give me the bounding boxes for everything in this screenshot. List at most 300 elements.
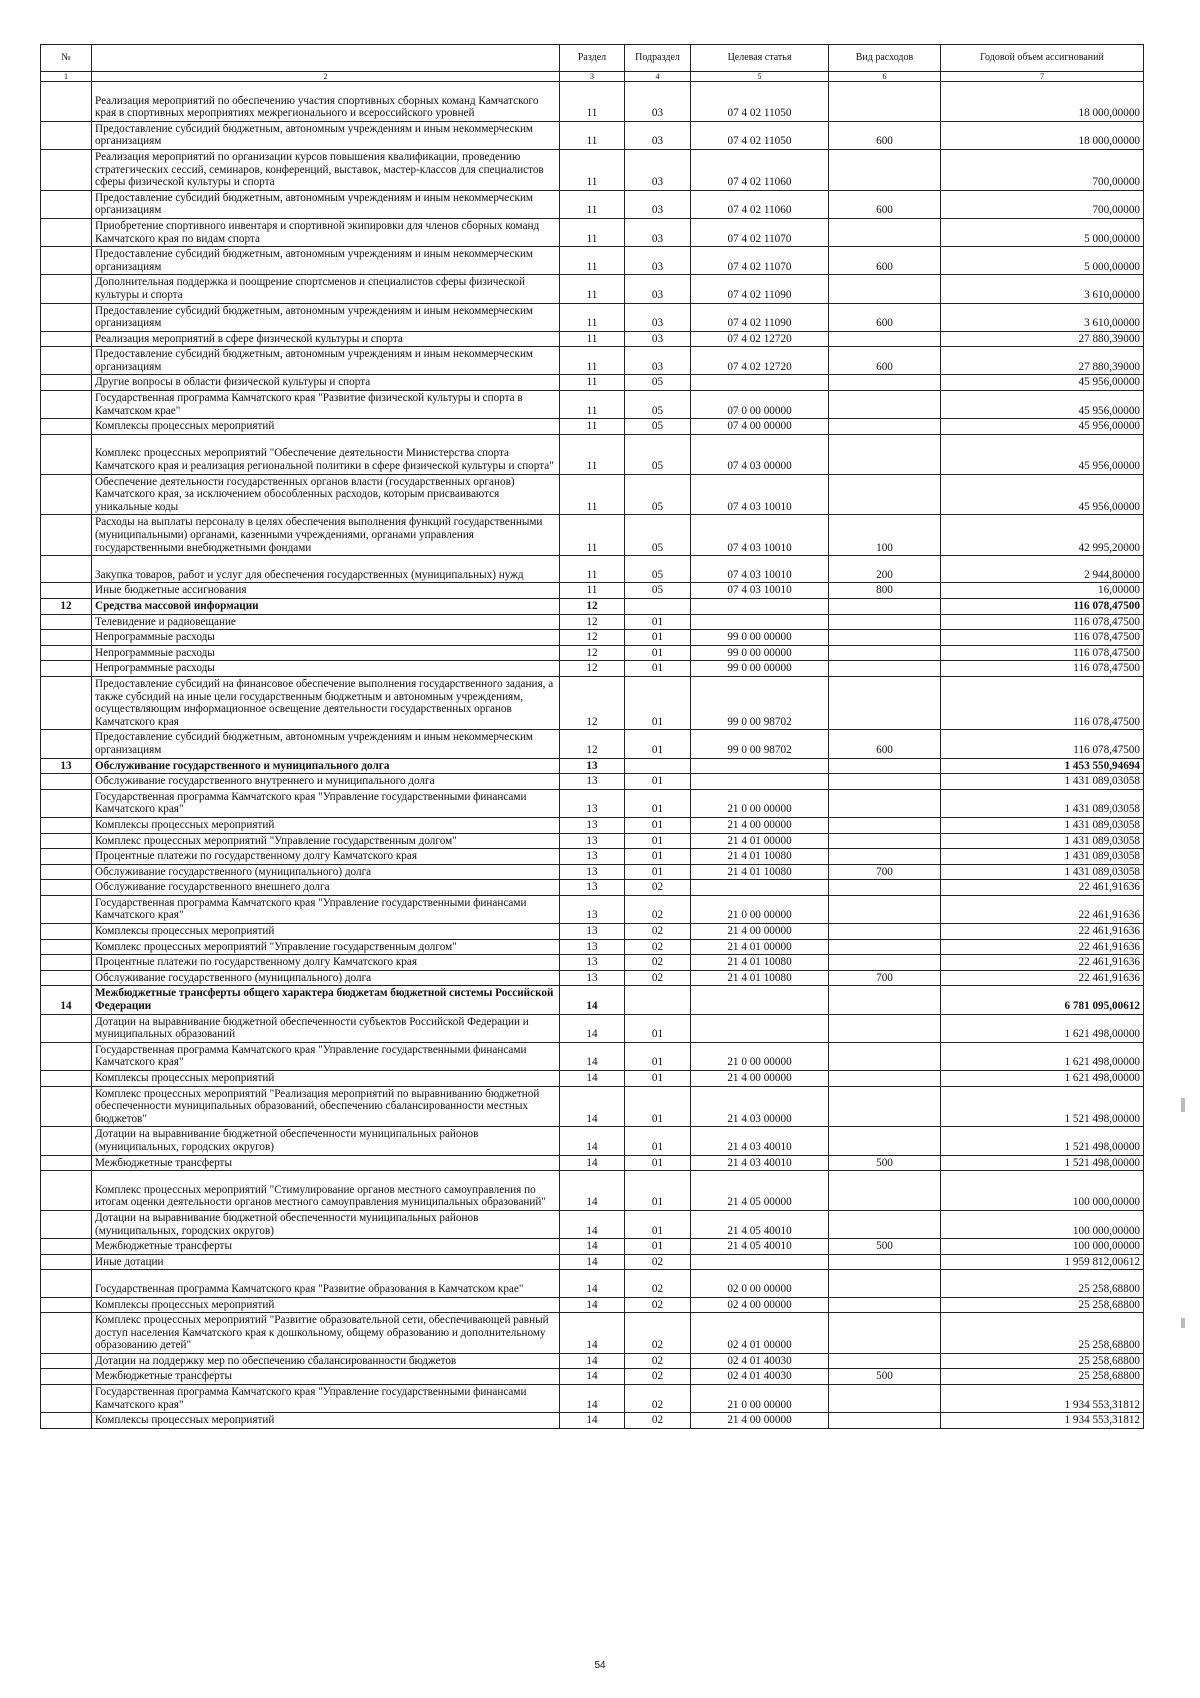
row-subsection: 01 <box>625 817 691 833</box>
table-row <box>41 614 1144 630</box>
row-target-article: 07 4 02 11060 <box>691 149 829 190</box>
row-number <box>41 817 92 833</box>
row-target-article: 07 0 00 00000 <box>691 391 829 419</box>
row-target-article: 21 4 05 40010 <box>691 1210 829 1238</box>
row-expense-type <box>829 1014 941 1042</box>
row-expense-type <box>829 599 941 615</box>
row-name: Непрограммные расходы <box>92 661 560 677</box>
table-row <box>41 190 1144 218</box>
row-number <box>41 275 92 303</box>
row-expense-type <box>829 1385 941 1413</box>
row-section: 11 <box>560 434 625 474</box>
table-row <box>41 515 1144 556</box>
row-target-article <box>691 774 829 790</box>
row-expense-type <box>829 880 941 896</box>
row-target-article: 07 4 02 12720 <box>691 331 829 347</box>
table-row <box>41 149 1144 190</box>
table-row <box>41 730 1144 758</box>
row-expense-type: 600 <box>829 303 941 331</box>
row-subsection: 01 <box>625 849 691 865</box>
table-row <box>41 676 1144 729</box>
row-number <box>41 1210 92 1238</box>
row-target-article: 99 0 00 98702 <box>691 730 829 758</box>
row-target-article: 21 4 01 10080 <box>691 864 829 880</box>
row-number <box>41 880 92 896</box>
row-amount: 18 000,00000 <box>941 121 1144 149</box>
row-expense-type <box>829 817 941 833</box>
table-row <box>41 375 1144 391</box>
row-amount: 22 461,91636 <box>941 924 1144 940</box>
row-subsection: 01 <box>625 833 691 849</box>
row-section: 11 <box>560 347 625 375</box>
row-section: 13 <box>560 880 625 896</box>
row-name: Процентные платежи по государственному долгу Камчатского края <box>92 849 560 865</box>
row-name: Государственная программа Камчатского края "Развитие образования в Камчатском крае" <box>92 1270 560 1297</box>
row-number <box>41 1270 92 1297</box>
row-name: Комплекс процессных мероприятий "Обеспечение деятельности Министерства спорта Камчатского края и реализация региональной политики в сфере физической культуры и спорта" <box>92 434 560 474</box>
row-expense-type <box>829 331 941 347</box>
row-expense-type <box>829 391 941 419</box>
row-subsection: 05 <box>625 515 691 556</box>
row-number <box>41 630 92 646</box>
row-amount: 22 461,91636 <box>941 970 1144 986</box>
row-target-article: 99 0 00 00000 <box>691 630 829 646</box>
row-target-article: 07 4 00 00000 <box>691 419 829 435</box>
row-target-article: 21 4 03 40010 <box>691 1127 829 1155</box>
row-amount: 3 610,00000 <box>941 275 1144 303</box>
row-subsection: 03 <box>625 247 691 275</box>
budget-sheet <box>40 44 1143 1429</box>
row-section: 14 <box>560 1042 625 1070</box>
row-amount: 25 258,68800 <box>941 1353 1144 1369</box>
row-section: 11 <box>560 331 625 347</box>
row-amount: 42 995,20000 <box>941 515 1144 556</box>
row-amount: 22 461,91636 <box>941 939 1144 955</box>
row-section: 14 <box>560 1413 625 1429</box>
row-section: 12 <box>560 730 625 758</box>
row-expense-type <box>829 1254 941 1270</box>
row-amount: 1 621 498,00000 <box>941 1042 1144 1070</box>
row-number <box>41 789 92 817</box>
table-row <box>41 864 1144 880</box>
row-number <box>41 556 92 583</box>
table-row <box>41 1413 1144 1429</box>
row-expense-type <box>829 218 941 246</box>
row-target-article: 07 4 03 10010 <box>691 515 829 556</box>
row-section: 13 <box>560 970 625 986</box>
row-amount: 18 000,00000 <box>941 82 1144 122</box>
row-number <box>41 515 92 556</box>
row-subsection <box>625 599 691 615</box>
row-amount: 1 431 089,03058 <box>941 864 1144 880</box>
row-amount: 22 461,91636 <box>941 880 1144 896</box>
row-number <box>41 970 92 986</box>
row-amount: 116 078,47500 <box>941 676 1144 729</box>
row-expense-type <box>829 375 941 391</box>
row-expense-type <box>829 434 941 474</box>
row-name: Комплекс процессных мероприятий "Стимулирование органов местного самоуправления по итогам оценки деятельности органов местного самоуправления муниципальных образований" <box>92 1171 560 1211</box>
row-target-article: 21 4 01 10080 <box>691 849 829 865</box>
header-row <box>41 45 1144 72</box>
row-name: Государственная программа Камчатского края "Управление государственными финансами Камчатского края" <box>92 789 560 817</box>
row-subsection: 01 <box>625 1171 691 1211</box>
row-subsection: 01 <box>625 1086 691 1127</box>
row-subsection: 02 <box>625 1385 691 1413</box>
row-name: Закупка товаров, работ и услуг для обеспечения государственных (муниципальных) нужд <box>92 556 560 583</box>
row-expense-type: 200 <box>829 556 941 583</box>
row-target-article: 21 4 05 40010 <box>691 1239 829 1255</box>
row-name: Дополнительная поддержка и поощрение спортсменов и специалистов сферы физической культуры и спорта <box>92 275 560 303</box>
scan-edge-mark <box>1181 1318 1185 1328</box>
header-num: № <box>41 45 92 72</box>
table-row <box>41 331 1144 347</box>
row-expense-type <box>829 833 941 849</box>
row-target-article: 02 0 00 00000 <box>691 1270 829 1297</box>
row-target-article: 99 0 00 00000 <box>691 661 829 677</box>
row-expense-type <box>829 758 941 774</box>
table-row <box>41 630 1144 646</box>
row-section: 14 <box>560 1210 625 1238</box>
row-target-article <box>691 880 829 896</box>
row-target-article <box>691 375 829 391</box>
row-target-article: 02 4 01 40030 <box>691 1353 829 1369</box>
row-amount: 6 781 095,00612 <box>941 986 1144 1014</box>
table-row <box>41 1369 1144 1385</box>
row-section: 14 <box>560 1353 625 1369</box>
table-row <box>41 849 1144 865</box>
row-amount: 45 956,00000 <box>941 474 1144 515</box>
row-expense-type <box>829 1297 941 1313</box>
row-name: Комплексы процессных мероприятий <box>92 1071 560 1087</box>
row-name: Предоставление субсидий бюджетным, автономным учреждениям и иным некоммерческим организациям <box>92 730 560 758</box>
row-name: Предоставление субсидий бюджетным, автономным учреждениям и иным некоммерческим организациям <box>92 347 560 375</box>
row-number <box>41 331 92 347</box>
row-name: Межбюджетные трансферты <box>92 1239 560 1255</box>
row-expense-type: 600 <box>829 190 941 218</box>
row-number <box>41 303 92 331</box>
row-section: 13 <box>560 758 625 774</box>
row-number <box>41 833 92 849</box>
row-number <box>41 347 92 375</box>
row-number <box>41 1353 92 1369</box>
row-subsection: 01 <box>625 630 691 646</box>
row-section: 13 <box>560 924 625 940</box>
row-target-article: 07 4 03 00000 <box>691 434 829 474</box>
scan-edge-mark <box>1181 1098 1185 1112</box>
row-section: 11 <box>560 583 625 599</box>
table-row <box>41 391 1144 419</box>
row-target-article: 07 4 03 10010 <box>691 474 829 515</box>
table-row <box>41 599 1144 615</box>
row-target-article: 21 4 00 00000 <box>691 1413 829 1429</box>
table-row <box>41 1155 1144 1171</box>
row-amount: 1 453 550,94694 <box>941 758 1144 774</box>
row-target-article: 21 4 03 00000 <box>691 1086 829 1127</box>
row-target-article: 02 4 01 00000 <box>691 1313 829 1354</box>
row-name: Предоставление субсидий бюджетным, автономным учреждениям и иным некоммерческим организациям <box>92 247 560 275</box>
row-target-article: 07 4 02 11090 <box>691 303 829 331</box>
row-target-article: 21 4 00 00000 <box>691 1071 829 1087</box>
row-subsection <box>625 986 691 1014</box>
column-number: 5 <box>691 72 829 82</box>
row-subsection: 01 <box>625 661 691 677</box>
row-subsection: 01 <box>625 1239 691 1255</box>
row-amount: 5 000,00000 <box>941 247 1144 275</box>
column-number: 1 <box>41 72 92 82</box>
row-name: Расходы на выплаты персоналу в целях обеспечения выполнения функций государственными (муниципальными) органами, казенными учреждениями, органами управления государственными внебюджетными фондами <box>92 515 560 556</box>
row-name: Государственная программа Камчатского края "Развитие физической культуры и спорта в Камчатском крае" <box>92 391 560 419</box>
header-name <box>92 45 560 72</box>
row-subsection: 02 <box>625 1369 691 1385</box>
row-amount: 45 956,00000 <box>941 391 1144 419</box>
table-row <box>41 661 1144 677</box>
row-section: 12 <box>560 599 625 615</box>
table-row <box>41 1254 1144 1270</box>
row-amount: 22 461,91636 <box>941 895 1144 923</box>
row-number <box>41 1369 92 1385</box>
row-subsection: 02 <box>625 1353 691 1369</box>
row-expense-type: 700 <box>829 864 941 880</box>
row-amount: 100 000,00000 <box>941 1171 1144 1211</box>
page-number: 54 <box>594 1660 606 1671</box>
row-amount: 1 431 089,03058 <box>941 789 1144 817</box>
row-section: 13 <box>560 833 625 849</box>
table-row <box>41 1210 1144 1238</box>
row-target-article: 21 0 00 00000 <box>691 1385 829 1413</box>
table-row <box>41 82 1144 122</box>
row-target-article: 07 4 02 12720 <box>691 347 829 375</box>
row-target-article: 07 4 02 11050 <box>691 82 829 122</box>
row-expense-type: 100 <box>829 515 941 556</box>
row-target-article <box>691 614 829 630</box>
row-section: 12 <box>560 661 625 677</box>
table-row <box>41 474 1144 515</box>
row-amount: 27 880,39000 <box>941 347 1144 375</box>
row-subsection: 05 <box>625 556 691 583</box>
row-number <box>41 1239 92 1255</box>
row-name: Комплексы процессных мероприятий <box>92 419 560 435</box>
row-expense-type: 800 <box>829 583 941 599</box>
table-row <box>41 1071 1144 1087</box>
row-amount: 5 000,00000 <box>941 218 1144 246</box>
row-name: Дотации на выравнивание бюджетной обеспеченности муниципальных районов (муниципальных, городских округов) <box>92 1210 560 1238</box>
row-subsection: 03 <box>625 303 691 331</box>
row-section: 14 <box>560 1313 625 1354</box>
row-name: Реализация мероприятий по обеспечению участия спортивных сборных команд Камчатского края в спортивных мероприятиях межрегионального и всероссийского уровней <box>92 82 560 122</box>
row-amount: 1 934 553,31812 <box>941 1385 1144 1413</box>
row-subsection: 03 <box>625 82 691 122</box>
row-name: Комплексы процессных мероприятий <box>92 817 560 833</box>
table-body <box>41 82 1144 1429</box>
table-row <box>41 1313 1144 1354</box>
row-subsection: 02 <box>625 924 691 940</box>
row-subsection: 02 <box>625 1254 691 1270</box>
row-subsection: 01 <box>625 730 691 758</box>
row-section: 13 <box>560 817 625 833</box>
column-number: 7 <box>941 72 1144 82</box>
table-row <box>41 1127 1144 1155</box>
row-subsection: 01 <box>625 1127 691 1155</box>
row-expense-type <box>829 1313 941 1354</box>
row-subsection: 01 <box>625 789 691 817</box>
row-target-article: 02 4 00 00000 <box>691 1297 829 1313</box>
row-number <box>41 849 92 865</box>
row-expense-type <box>829 1270 941 1297</box>
row-section: 11 <box>560 121 625 149</box>
row-amount: 45 956,00000 <box>941 434 1144 474</box>
row-name: Непрограммные расходы <box>92 630 560 646</box>
row-section: 14 <box>560 1369 625 1385</box>
row-number <box>41 955 92 971</box>
row-number <box>41 645 92 661</box>
row-number <box>41 1086 92 1127</box>
row-name: Комплексы процессных мероприятий <box>92 924 560 940</box>
row-number <box>41 1254 92 1270</box>
table-row <box>41 939 1144 955</box>
row-subsection: 03 <box>625 347 691 375</box>
row-section: 14 <box>560 1155 625 1171</box>
row-name: Обслуживание государственного (муниципального) долга <box>92 970 560 986</box>
row-expense-type <box>829 924 941 940</box>
row-section: 14 <box>560 1297 625 1313</box>
row-name: Государственная программа Камчатского края "Управление государственными финансами Камчатского края" <box>92 1042 560 1070</box>
row-subsection: 05 <box>625 391 691 419</box>
row-name: Дотации на выравнивание бюджетной обеспеченности муниципальных районов (муниципальных, городских округов) <box>92 1127 560 1155</box>
row-number <box>41 1127 92 1155</box>
row-subsection: 02 <box>625 939 691 955</box>
row-amount: 116 078,47500 <box>941 599 1144 615</box>
row-target-article: 99 0 00 00000 <box>691 645 829 661</box>
column-number: 3 <box>560 72 625 82</box>
row-name: Реализация мероприятий по организации курсов повышения квалификации, проведению стратегических сессий, семинаров, конференций, выставок, мастер-классов для специалистов сферы физической культуры и спорта <box>92 149 560 190</box>
row-expense-type <box>829 1042 941 1070</box>
row-number <box>41 375 92 391</box>
table-row <box>41 247 1144 275</box>
table-row <box>41 1239 1144 1255</box>
table-row <box>41 419 1144 435</box>
row-subsection: 03 <box>625 275 691 303</box>
row-target-article: 07 4 02 11070 <box>691 218 829 246</box>
table-row <box>41 880 1144 896</box>
table-row <box>41 758 1144 774</box>
row-amount: 100 000,00000 <box>941 1210 1144 1238</box>
row-name: Комплексы процессных мероприятий <box>92 1297 560 1313</box>
row-subsection: 02 <box>625 1297 691 1313</box>
row-expense-type <box>829 1171 941 1211</box>
row-name: Дотации на поддержку мер по обеспечению сбалансированности бюджетов <box>92 1353 560 1369</box>
row-subsection: 01 <box>625 1014 691 1042</box>
row-amount: 116 078,47500 <box>941 661 1144 677</box>
row-amount: 1 959 812,00612 <box>941 1254 1144 1270</box>
row-number <box>41 895 92 923</box>
row-amount: 1 521 498,00000 <box>941 1127 1144 1155</box>
row-target-article: 07 4 02 11090 <box>691 275 829 303</box>
header-target: Целевая статья <box>691 45 829 72</box>
table-row <box>41 1086 1144 1127</box>
row-target-article <box>691 986 829 1014</box>
row-amount: 1 521 498,00000 <box>941 1155 1144 1171</box>
header-amount: Годовой объем ассигнований <box>941 45 1144 72</box>
row-section: 13 <box>560 895 625 923</box>
row-expense-type: 500 <box>829 1155 941 1171</box>
row-number <box>41 614 92 630</box>
row-section: 11 <box>560 375 625 391</box>
header-subsection: Подраздел <box>625 45 691 72</box>
row-section: 14 <box>560 986 625 1014</box>
row-expense-type <box>829 82 941 122</box>
row-subsection: 02 <box>625 1313 691 1354</box>
table-row <box>41 817 1144 833</box>
row-subsection: 05 <box>625 419 691 435</box>
row-target-article: 21 4 01 10080 <box>691 970 829 986</box>
row-target-article: 21 0 00 00000 <box>691 1042 829 1070</box>
row-section: 11 <box>560 149 625 190</box>
row-number <box>41 247 92 275</box>
row-target-article: 99 0 00 98702 <box>691 676 829 729</box>
row-name: Предоставление субсидий на финансовое обеспечение выполнения государственного задания, а также субсидий на иные цели государственным бюджетным и автономным учреждениям, осуществляющим информационное освещение деятельности государственных органов Камчатского края <box>92 676 560 729</box>
table-row <box>41 347 1144 375</box>
row-number <box>41 149 92 190</box>
row-name: Обслуживание государственного внешнего долга <box>92 880 560 896</box>
column-number-row <box>41 72 1144 82</box>
row-subsection: 01 <box>625 645 691 661</box>
row-number <box>41 661 92 677</box>
row-name: Обслуживание государственного (муниципального) долга <box>92 864 560 880</box>
row-target-article: 07 4 03 10010 <box>691 583 829 599</box>
row-subsection: 02 <box>625 1413 691 1429</box>
row-target-article: 07 4 03 10010 <box>691 556 829 583</box>
row-number <box>41 1413 92 1429</box>
table-row <box>41 583 1144 599</box>
row-number <box>41 218 92 246</box>
header-section: Раздел <box>560 45 625 72</box>
row-subsection: 03 <box>625 331 691 347</box>
row-name: Комплекс процессных мероприятий "Управление государственным долгом" <box>92 939 560 955</box>
row-subsection: 02 <box>625 895 691 923</box>
row-target-article <box>691 599 829 615</box>
row-name: Комплексы процессных мероприятий <box>92 1413 560 1429</box>
row-section: 14 <box>560 1127 625 1155</box>
header-expense-type: Вид расходов <box>829 45 941 72</box>
row-subsection: 05 <box>625 474 691 515</box>
row-subsection: 01 <box>625 864 691 880</box>
row-section: 12 <box>560 676 625 729</box>
table-row <box>41 218 1144 246</box>
row-target-article: 07 4 02 11060 <box>691 190 829 218</box>
row-expense-type <box>829 1071 941 1087</box>
row-name: Государственная программа Камчатского края "Управление государственными финансами Камчатского края" <box>92 895 560 923</box>
row-number: 14 <box>41 986 92 1014</box>
row-target-article <box>691 758 829 774</box>
row-section: 11 <box>560 275 625 303</box>
table-row <box>41 1042 1144 1070</box>
row-name: Иные бюджетные ассигнования <box>92 583 560 599</box>
column-number: 6 <box>829 72 941 82</box>
row-amount: 1 621 498,00000 <box>941 1071 1144 1087</box>
row-name: Комплекс процессных мероприятий "Управление государственным долгом" <box>92 833 560 849</box>
table-row <box>41 970 1144 986</box>
row-expense-type <box>829 630 941 646</box>
row-expense-type: 600 <box>829 730 941 758</box>
row-subsection: 01 <box>625 614 691 630</box>
row-amount: 116 078,47500 <box>941 614 1144 630</box>
row-section: 11 <box>560 515 625 556</box>
row-section: 11 <box>560 190 625 218</box>
row-target-article: 21 4 03 40010 <box>691 1155 829 1171</box>
table-row <box>41 774 1144 790</box>
table-row <box>41 1297 1144 1313</box>
table-row <box>41 986 1144 1014</box>
